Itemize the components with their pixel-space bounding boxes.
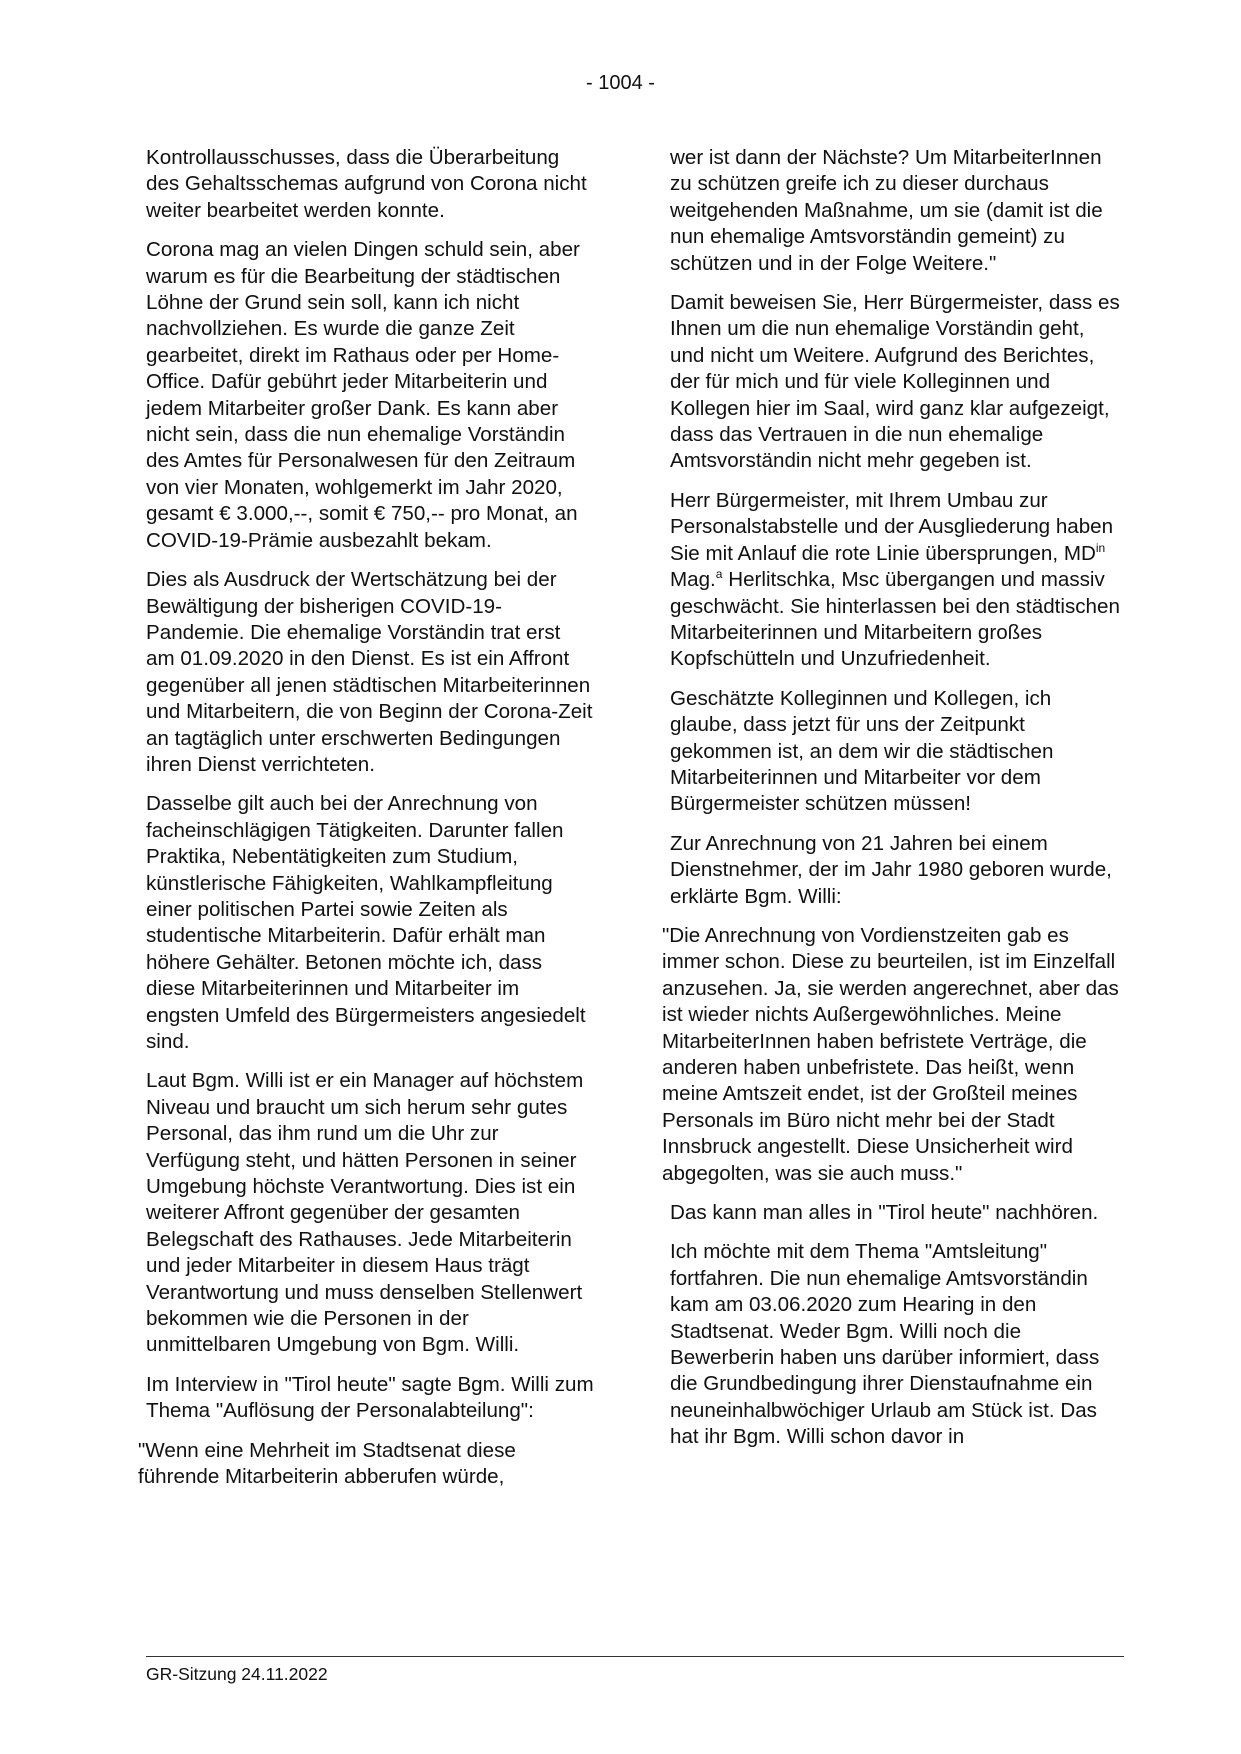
superscript: a xyxy=(715,567,723,582)
right-column xyxy=(662,145,1122,1464)
page-number: - 1004 - xyxy=(586,72,655,94)
paragraph: Dies als Ausdruck der Wertschätzung bei der Bewältigung der bisherigen COVID-19-Pandemie. Die ehemalige Vorständin trat erst am 01.09.2020 in den Dienst. Es ist ein Affront gegenüber all jenen städtischen Mitarbeiterinnen und Mitarbeitern, die von Beginn der Corona-Zeit an tagtäglich unter erschwerten Bedingungen ihren Dienst verrichteten. xyxy=(146,568,593,776)
paragraph: wer ist dann der Nächste? Um MitarbeiterInnen zu schützen greife ich zu dieser durchaus weitgehenden Maßnahme, um sie (damit ist die nun ehemalige Amtsvorständin gemeint) zu schützen und in der Folge Weitere." xyxy=(670,146,1103,275)
text-run: Mag. xyxy=(670,568,716,592)
paragraph: Kontrollausschusses, dass die Überarbeitung des Gehaltsschemas aufgrund von Corona nicht weiter bearbeitet werden konnte. xyxy=(146,146,587,222)
paragraph: Im Interview in "Tirol heute" sagte Bgm. Willi zum Thema "Auflösung der Personalabteilung": xyxy=(146,1372,594,1423)
paragraph: Dasselbe gilt auch bei der Anrechnung von facheinschlägigen Tätigkeiten. Darunter fallen Praktika, Nebentätigkeiten zum Studium, künstlerische Fähigkeiten, Wahlkampfleitung einer politischen Partei sowie Zeiten als studentische Mitarbeiterin. Dafür erhält man höhere Gehälter. Betonen möchte ich, dass diese Mitarbeiterinnen und Mitarbeiter im engsten Umfeld des Bürgermeisters angesiedelt sind. xyxy=(146,792,586,1053)
text-run: Herr Bürgermeister, mit Ihrem Umbau zur Personalstabstelle und der Ausgliederung haben Sie mit Anlauf die rote Linie übersprungen, MD xyxy=(670,488,1114,565)
paragraph: Geschätzte Kolleginnen und Kollegen, ich glaube, dass jetzt für uns der Zeitpunkt gekommen ist, an dem wir die städtischen Mitarbeiterinnen und Mitarbeiter vor dem Bürgermeister schützen müssen! xyxy=(670,686,1054,816)
paragraph: Das kann man alles in "Tirol heute" nachhören. xyxy=(670,1201,1099,1225)
footer-divider xyxy=(146,1656,1124,1657)
superscript: in xyxy=(1095,540,1106,555)
paragraph: Damit beweisen Sie, Herr Bürgermeister, dass es Ihnen um die nun ehemalige Vorständin geht, und nicht um Weitere. Aufgrund des Berichtes, der für mich und für viele Kolleginnen und Kollegen hier im Saal, wird ganz klar aufgezeigt, dass das Vertrauen in die nun ehemalige Amtsvorständin nicht mehr gegeben ist. xyxy=(670,291,1120,473)
paragraph: Laut Bgm. Willi ist er ein Manager auf höchstem Niveau und braucht um sich herum sehr gutes Personal, das ihm rund um die Uhr zur Verfügung steht, und hätten Personen in seiner Umgebung höchste Verantwortung. Dies ist ein weiterer Affront gegenüber der gesamten Belegschaft des Rathauses. Jede Mitarbeiterin und jeder Mitarbeiter in diesem Haus trägt Verantwortung und muss denselben Stellenwert bekommen wie die Personen in der unmittelbaren Umgebung von Bgm. Willi. xyxy=(146,1069,584,1357)
paragraph: Ich möchte mit dem Thema "Amtsleitung" fortfahren. Die nun ehemalige Amtsvorständin kam am 03.06.2020 zum Hearing in den Stadtsenat. Weder Bgm. Willi noch die Bewerberin haben uns darüber informiert, dass die Grundbedingung ihrer Dienstaufnahme ein neuneinhalbwöchiger Urlaub am Stück ist. Das hat ihr Bgm. Willi schon davor in xyxy=(670,1240,1100,1449)
left-column xyxy=(138,145,594,1504)
quote-paragraph: "Wenn eine Mehrheit im Stadtsenat diese führende Mitarbeiterin abberufen würde, xyxy=(138,1438,516,1489)
quote-paragraph: "Die Anrechnung von Vordienstzeiten gab es immer schon. Diese zu beurteilen, ist im Einzelfall anzusehen. Ja, sie werden angerechnet, aber das ist wieder nichts Außergewöhnliches. Meine MitarbeiterInnen haben befristete Verträge, die anderen haben unbefristete. Das heißt, wenn meine Amtszeit endet, ist der Großteil meines Personals im Büro nicht mehr bei der Stadt Innsbruck angestellt. Diese Unsicherheit wird abgegolten, was sie auch muss." xyxy=(662,923,1119,1185)
footer-session-date: GR-Sitzung 24.11.2022 xyxy=(146,1664,328,1684)
text-run: Herlitschka, Msc übergangen und massiv geschwächt. Sie hinterlassen bei den städtischen Mitarbeiterinnen und Mitarbeitern großes Kopfschütteln und Unzufriedenheit. xyxy=(670,568,1120,671)
paragraph xyxy=(670,488,1122,673)
paragraph: Zur Anrechnung von 21 Jahren bei einem Dienstnehmer, der im Jahr 1980 geboren wurde, erklärte Bgm. Willi: xyxy=(670,831,1112,908)
paragraph: Corona mag an vielen Dingen schuld sein, aber warum es für die Bearbeitung der städtischen Löhne der Grund sein soll, kann ich nicht nachvollziehen. Es wurde die ganze Zeit gearbeitet, direkt im Rathaus oder per Home-Office. Dafür gebührt jeder Mitarbeiterin und jedem Mitarbeiter großer Dank. Es kann aber nicht sein, dass die nun ehemalige Vorständin des Amtes für Personalwesen für den Zeitraum von vier Monaten, wohlgemerkt im Jahr 2020, gesamt € 3.000,--, somit € 750,-- pro Monat, an COVID-19-Prämie ausbezahlt bekam. xyxy=(146,238,580,552)
